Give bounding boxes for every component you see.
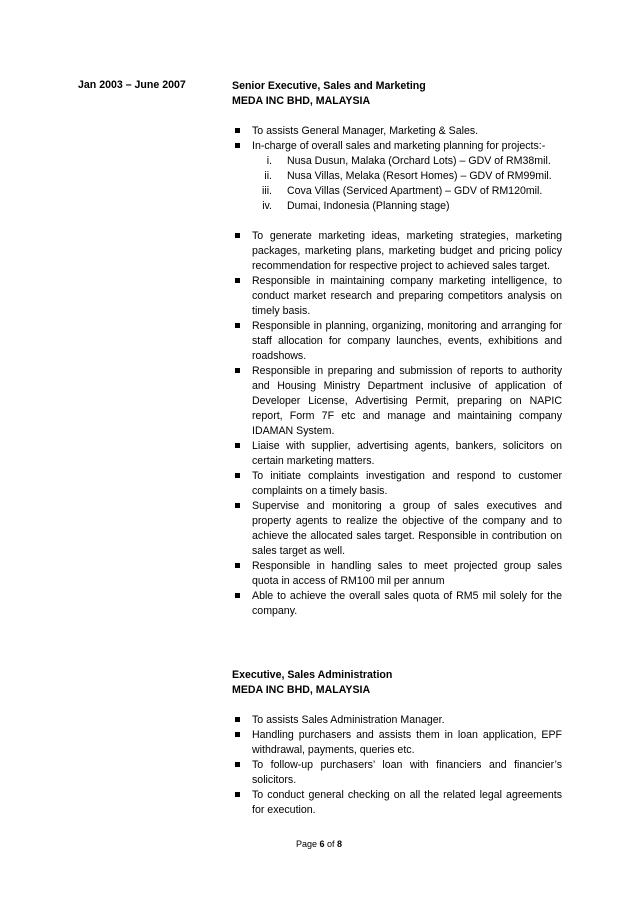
list-item-text: To assists General Manager, Marketing & Sales.: [252, 125, 479, 137]
project-text: Dumai, Indonesia (Planning stage): [287, 200, 450, 212]
roman-numeral: i.: [266, 155, 272, 167]
job2-company: MEDA INC BHD, MALAYSIA: [232, 684, 371, 696]
list-item-text: Liaise with supplier, advertising agents, bankers, solicitors on certain marketing matters.: [252, 440, 562, 467]
job2-bullet-list: [232, 713, 562, 818]
roman-numeral: ii.: [264, 170, 272, 182]
bullet-square-icon: [235, 563, 240, 568]
roman-numeral: iii.: [261, 185, 272, 197]
project-item: [232, 199, 562, 214]
roman-numeral: iv.: [262, 200, 272, 212]
bullet-square-icon: [235, 278, 240, 283]
list-item: [232, 589, 562, 619]
list-item-text: To initiate complaints investigation and respond to customer complaints on a timely basis.: [252, 470, 562, 497]
project-item: [232, 169, 562, 184]
project-list: [232, 154, 562, 214]
list-item-text: Responsible in planning, organizing, monitoring and arranging for staff allocation for company launches, events, exhibitions and roadshows.: [252, 320, 562, 362]
bullet-square-icon: [235, 143, 240, 148]
bullet-square-icon: [235, 732, 240, 737]
list-item-text: To conduct general checking on all the related legal agreements for execution.: [252, 789, 562, 816]
page-footer: [0, 839, 638, 849]
project-text: Cova Villas (Serviced Apartment) – GDV of RM120mil.: [287, 185, 543, 197]
job1-bullet-list-b: [232, 229, 562, 619]
list-item-text: Responsible in maintaining company marketing intelligence, to conduct market research and preparing competitors analysis on timely basis.: [252, 275, 562, 317]
list-item: [232, 439, 562, 469]
job2-section: [232, 668, 562, 818]
project-item: [232, 154, 562, 169]
list-item: [232, 728, 562, 758]
list-item-text: In-charge of overall sales and marketing planning for projects:-: [252, 140, 546, 152]
bullet-square-icon: [235, 323, 240, 328]
bullet-square-icon: [235, 128, 240, 133]
list-item: [232, 274, 562, 319]
employment-period: Jan 2003 – June 2007: [78, 79, 186, 91]
page-label: Page: [295, 839, 317, 849]
list-item: [232, 713, 562, 728]
bullet-square-icon: [235, 443, 240, 448]
list-item: [232, 499, 562, 559]
project-item: [232, 184, 562, 199]
bullet-square-icon: [235, 792, 240, 797]
list-item: [232, 139, 562, 154]
list-item-text: To assists Sales Administration Manager.: [252, 714, 445, 726]
job1-company: MEDA INC BHD, MALAYSIA: [232, 95, 371, 107]
list-item: [232, 229, 562, 274]
list-item: [232, 788, 562, 818]
bullet-square-icon: [235, 762, 240, 767]
list-item-text: Able to achieve the overall sales quota of RM5 mil solely for the company.: [252, 590, 562, 617]
job1-section: [232, 79, 562, 619]
list-item-text: To generate marketing ideas, marketing strategies, marketing packages, marketing plans, marketing budget and pricing policy recommendation for respective project to achieved sales target.: [252, 230, 562, 272]
bullet-square-icon: [235, 473, 240, 478]
list-item: [232, 559, 562, 589]
list-item: [232, 469, 562, 499]
list-item-text: Responsible in preparing and submission of reports to authority and Housing Ministry Department inclusive of application of Developer License, Advertising Permit, preparing on NAPIC report, Form 7F etc and manage and maintaining company IDAMAN System.: [252, 365, 562, 437]
list-item-text: Supervise and monitoring a group of sales executives and property agents to realize the objective of the company and to achieve the allocated sales target. Responsible in contribution on sales target as well.: [252, 500, 562, 557]
bullet-square-icon: [235, 717, 240, 722]
job1-bullet-list-a: [232, 124, 562, 154]
list-item: [232, 364, 562, 439]
list-item: [232, 319, 562, 364]
list-item-text: Handling purchasers and assists them in loan application, EPF withdrawal, payments, queries etc.: [252, 729, 562, 756]
list-item-text: Responsible in handling sales to meet projected group sales quota in access of RM100 mil per annum: [252, 560, 562, 587]
page-number: 6: [319, 839, 325, 849]
project-text: Nusa Villas, Melaka (Resort Homes) – GDV of RM99mil.: [287, 170, 552, 182]
job2-title: Executive, Sales Administration: [232, 669, 393, 681]
page-of-label: of: [327, 839, 335, 849]
bullet-square-icon: [235, 368, 240, 373]
bullet-square-icon: [235, 233, 240, 238]
job1-title: Senior Executive, Sales and Marketing: [232, 80, 426, 92]
bullet-square-icon: [235, 593, 240, 598]
list-item: [232, 124, 562, 139]
page-total: 8: [337, 839, 343, 849]
bullet-square-icon: [235, 503, 240, 508]
list-item-text: To follow-up purchasers’ loan with financiers and financier’s solicitors.: [252, 759, 562, 786]
project-text: Nusa Dusun, Malaka (Orchard Lots) – GDV of RM38mil.: [287, 155, 551, 167]
list-item: [232, 758, 562, 788]
